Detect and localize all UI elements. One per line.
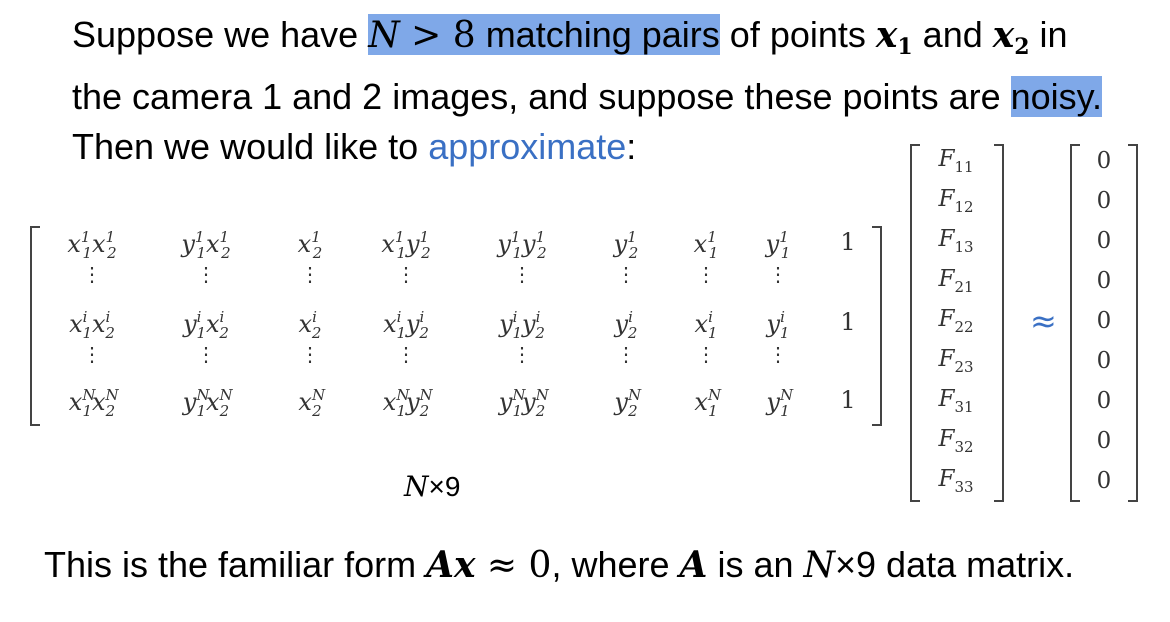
intro-text: of points [719, 14, 876, 55]
math-sub: 1 [897, 34, 913, 60]
conclusion-text: , where [551, 544, 680, 585]
vdots: ⋮ [300, 342, 320, 366]
zero-entry: 0 [1096, 388, 1112, 414]
matrix-cell: $y^i_1$ [766, 308, 790, 342]
f-right-bracket [994, 144, 1004, 502]
matrix-right-bracket [872, 226, 882, 426]
conclusion-text: is an [707, 544, 804, 585]
dims-text: ×9 [428, 471, 461, 502]
zero-entry: 0 [1096, 468, 1112, 494]
matrix-cell: $x^N_1y^N_2$ [382, 386, 433, 420]
highlight-matching-pairs [368, 14, 720, 55]
vdots: ⋮ [82, 342, 102, 366]
vdots: ⋮ [768, 262, 788, 286]
math-sub: 2 [1014, 34, 1030, 60]
approximate-word: approximate [428, 126, 627, 167]
zero-entry: 0 [1096, 188, 1112, 214]
matrix-cell: $x^N_2$ [298, 386, 326, 420]
matrix-cell: $x^i_2$ [298, 308, 322, 342]
vdots: ⋮ [196, 342, 216, 366]
highlight-text: matching pairs [475, 14, 720, 55]
matrix-cell: $x^i_1x^i_2$ [69, 308, 115, 342]
math-A: A [679, 544, 708, 586]
vdots: ⋮ [396, 262, 416, 286]
matrix-cell: $x^N_1x^N_2$ [68, 386, 119, 420]
matrix-cell: $x^N_1$ [694, 386, 722, 420]
vdots: ⋮ [616, 262, 636, 286]
f-left-bracket [910, 144, 920, 502]
matrix-cell: $y^N_1y^N_2$ [498, 386, 549, 420]
conclusion-sentence [44, 544, 1074, 586]
f-entry: $F_{23}$ [938, 346, 974, 376]
intro-line-2 [72, 72, 1162, 122]
zero-entry: 0 [1096, 428, 1112, 454]
intro-text: : [626, 126, 637, 167]
math-N: N [404, 470, 429, 503]
intro-text: and [912, 14, 993, 55]
vdots: ⋮ [512, 262, 532, 286]
vdots: ⋮ [196, 262, 216, 286]
f-entry: $F_{22}$ [938, 306, 974, 336]
matrix-cell-one: 1 [840, 308, 856, 336]
zero-left-bracket [1070, 144, 1080, 502]
intro-line-1 [72, 10, 1162, 72]
matrix-cell: $y^N_2$ [614, 386, 642, 420]
vdots: ⋮ [696, 262, 716, 286]
matrix-cell: $y^N_1$ [766, 386, 794, 420]
approx-symbol: ≈ [1030, 302, 1057, 340]
conclusion-text: ×9 data matrix. [835, 544, 1075, 585]
math-approx-zero: ≈ 0 [475, 545, 552, 586]
math-gt-8: > 8 [399, 15, 476, 56]
vdots: ⋮ [82, 262, 102, 286]
f-entry: $F_{13}$ [938, 226, 974, 256]
matrix-cell: $y^1_1$ [765, 228, 791, 262]
f-entry: $F_{11}$ [938, 146, 974, 176]
zero-right-bracket [1128, 144, 1138, 502]
matrix-cell: $y^N_1x^N_2$ [182, 386, 233, 420]
zero-entry: 0 [1096, 308, 1112, 334]
matrix-dimensions-label [404, 470, 460, 503]
vdots: ⋮ [396, 342, 416, 366]
matrix-cell: $y^1_2$ [613, 228, 639, 262]
matrix-cell: $y^1_1y^1_2$ [497, 228, 547, 262]
matrix-cell-one: 1 [840, 386, 856, 414]
vdots: ⋮ [300, 262, 320, 286]
matrix-cell: $y^i_2$ [614, 308, 638, 342]
highlight-noisy: noisy. [1010, 76, 1102, 117]
f-entry: $F_{33}$ [938, 466, 974, 496]
matrix-cell: $x^i_1y^i_2$ [383, 308, 429, 342]
matrix-cell: $y^1_1x^1_2$ [181, 228, 231, 262]
matrix-cell: $x^1_1$ [693, 228, 719, 262]
matrix-cell: $x^i_1$ [694, 308, 718, 342]
math-N: N [803, 545, 835, 586]
math-x: x [992, 14, 1015, 56]
intro-text: in [1029, 14, 1068, 55]
matrix-cell: $x^1_1x^1_2$ [67, 228, 117, 262]
matrix-cell: $y^i_1x^i_2$ [183, 308, 229, 342]
vdots: ⋮ [768, 342, 788, 366]
f-entry: $F_{21}$ [938, 266, 974, 296]
zero-entry: 0 [1096, 268, 1112, 294]
matrix-cell: $y^i_1y^i_2$ [499, 308, 545, 342]
math-N: N [368, 15, 400, 56]
intro-text: Then we would like to [72, 126, 429, 167]
f-entry: $F_{31}$ [938, 386, 974, 416]
math-x: x [875, 14, 898, 56]
matrix-left-bracket [30, 226, 40, 426]
matrix-cell: $x^1_1y^1_2$ [381, 228, 431, 262]
f-entry: $F_{32}$ [938, 426, 974, 456]
matrix-cell: $x^1_2$ [297, 228, 323, 262]
zero-entry: 0 [1096, 228, 1112, 254]
vdots: ⋮ [512, 342, 532, 366]
f-entry: $F_{12}$ [938, 186, 974, 216]
math-Ax: Ax [426, 544, 476, 586]
zero-entry: 0 [1096, 148, 1112, 174]
zero-entry: 0 [1096, 348, 1112, 374]
vdots: ⋮ [616, 342, 636, 366]
conclusion-text: This is the familiar form [44, 544, 427, 585]
matrix-cell-one: 1 [840, 228, 856, 256]
intro-text: Suppose we have [72, 14, 369, 55]
intro-text: the camera 1 and 2 images, and suppose these points are [72, 76, 1011, 117]
vdots: ⋮ [696, 342, 716, 366]
